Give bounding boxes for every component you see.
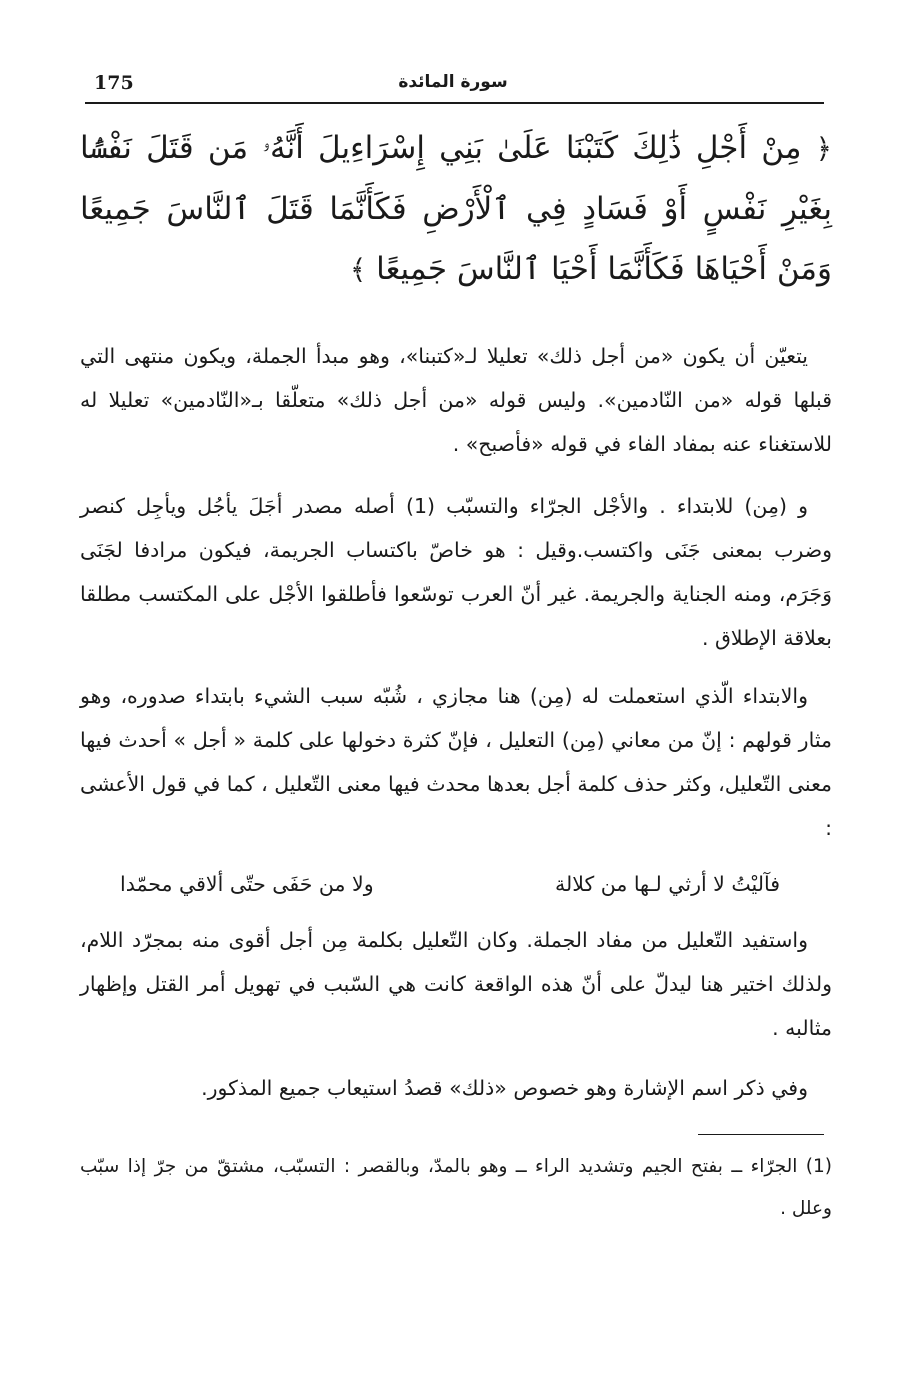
paragraph-5: وفي ذكر اسم الإشارة وهو خصوص «ذلك» قصدُ استيعاب جميع المذكور. <box>201 1076 808 1100</box>
page-header <box>82 70 824 104</box>
paragraph-4: واستفيد التّعليل من مفاد الجملة. وكان التّعليل بكلمة مِن أجل أقوى منه بمجرّد اللام، ولذلك اختير هنا ليدلّ على أنّ هذه الواقعة كانت هي السّبب في تهويل أمر القتل وإظهار مثالبه . <box>80 928 832 1040</box>
poem-hemistich-second: ولا من حَفَى حتّى ألاقي محمّدا <box>120 872 374 896</box>
poem-verse <box>120 862 780 906</box>
verse-open-ornament: ﴿ <box>815 132 832 165</box>
paragraph-3: والابتداء الّذي استعملت له (مِن) هنا مجازي ، شُبّه سبب الشيء بابتداء صدوره، وهو مثار قولهم : إنّ من معاني (مِن) التعليل ، فإنّ كثرة دخولها على كلمة « أجل » أحدث فيها معنى التّعليل، وكثر حذف كلمة أجل بعدها محدث فيها معنى التّعليل ، كما في قول الأعشى : <box>80 684 832 840</box>
poem-hemistich-first: فآليْتُ لا أرثي لـها من كلالة <box>554 872 780 896</box>
paragraph-1: يتعيّن أن يكون «من أجل ذلك» تعليلا لـ«كتبنا»، وهو مبدأ الجملة، ويكون منتهى التي قبلها قوله «من النّادمين». وليس قوله «من أجل ذلك» متعلّقا بـ«النّادمين» تعليلا له للاستغناء عنه بمفاد الفاء في قوله «فأصبح» . <box>80 344 832 456</box>
paragraph-2: و (مِن) للابتداء . والأجْل الجرّاء والتسبّب (1) أصله مصدر أجَلَ يأجُل ويأجِل كنصر وضرب بمعنى جَنَى واكتسب.وقيل : هو خاصّ باكتساب الجريمة، فيكون مرادفا لجَنَى وَجَرَم، ومنه الجناية والجريمة. غير أنّ العرب توسّعوا فأطلقوا الأجْل على المكتسب مطلقا بعلاقة الإطلاق . <box>80 494 832 650</box>
footnote-divider <box>698 1134 824 1135</box>
verse-text: مِنْ أَجْلِ ذَٰلِكَ كَتَبْنَا عَلَىٰ بَنِي إِسْرَاءِيلَ أَنَّهُۥ مَن قَتَلَ نَفْسًۢا بِغَيْرِ نَفْسٍ أَوْ فَسَادٍ فِي ٱلْأَرْضِ فَكَأَنَّمَا قَتَلَ ٱلنَّاسَ جَمِيعًا وَمَنْ أَحْيَاهَا فَكَأَنَّمَا أَحْيَا ٱلنَّاسَ جَمِيعًا <box>80 130 832 287</box>
quran-verse <box>80 118 832 300</box>
header-divider <box>85 102 824 104</box>
footnote: (1) الجرّاء ــ بفتح الجيم وتشديد الراء ــ وهو بالمدّ، وبالقصر : التسبّب، مشتقّ من جرّ إذا سبّب وعلل . <box>80 1156 832 1219</box>
page-number: 175 <box>94 72 134 94</box>
surah-title: سورة المائدة <box>398 72 508 92</box>
verse-close-ornament: ﴾ <box>349 253 367 286</box>
